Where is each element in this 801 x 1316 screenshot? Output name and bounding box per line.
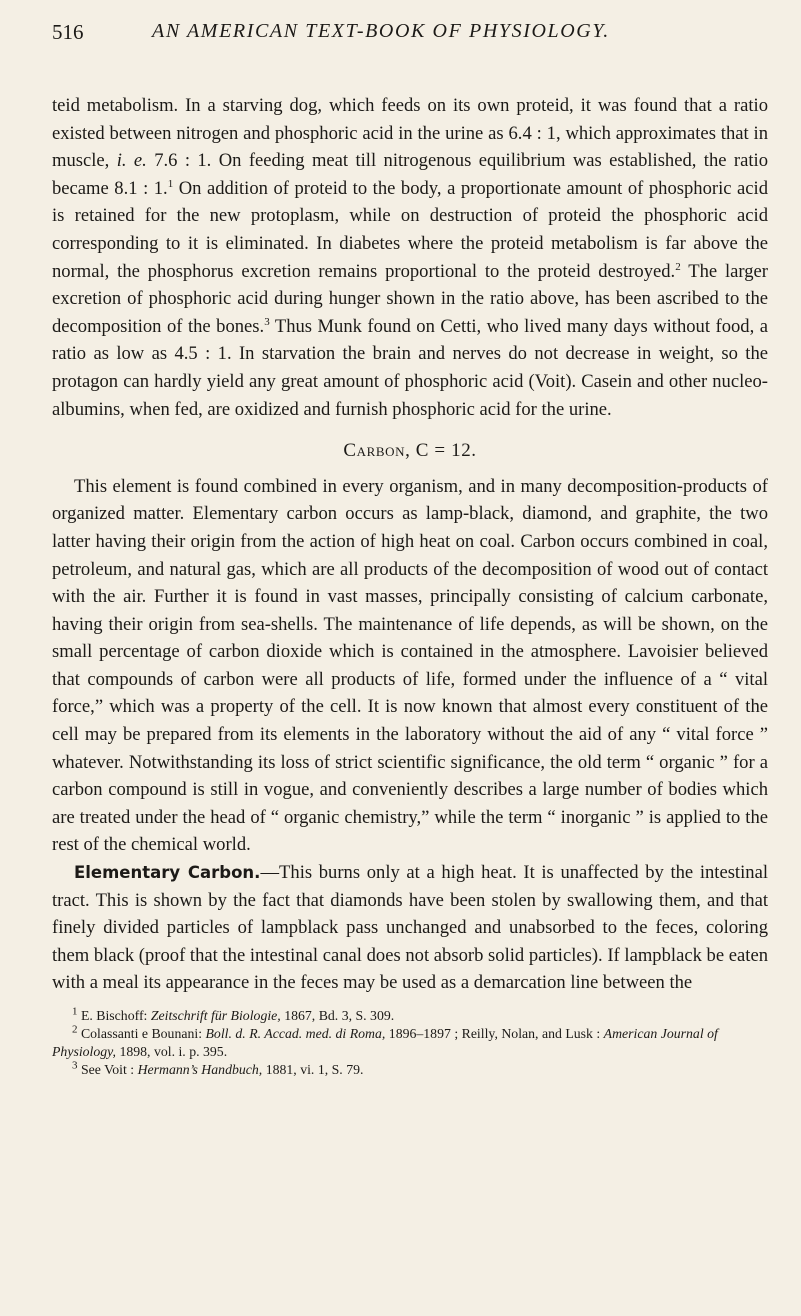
heading-word: Carbon [343,440,406,462]
text-span: On addition of proteid to the body, a proportionate amount of phosphoric acid is retained for the new protoplasm, while on destruction of proteid the phosphoric acid corresponding to it is eliminated. In diabetes where the proteid metabolism is far above the normal, the phosphorus excretion remains proportional to the proteid destroyed. [52,177,768,282]
subheading-elementary-carbon: Elementary Carbon. [74,863,261,883]
text-span: 7.6 : 1. On feeding meat till nitrogenous equilibrium was established, the ratio became 8.1 : 1. [52,150,768,199]
text-span: Thus Munk found on Cetti, who lived many days without food, a ratio as low as 4.5 : 1. In starvation the brain and nerves do not decrease in weight, so the protagon can hardly yield any great amount of phosphoric acid (Voit). Casein and other nucleo-albumins, when fed, are oxidized and furnish phosphoric acid for the urine. [52,315,768,420]
paragraph-proteid-metabolism [52,92,768,423]
section-heading-carbon [52,437,768,465]
footnote-text: See Voit : [77,1062,138,1077]
text-span: teid metabolism. In a starving dog, which feeds on its own proteid, it was found that a ratio existed between nitrogen and phosphoric acid in the urine as 6.4 : 1, which approximates that in muscle, [52,95,768,172]
text-span: The larger excretion of phosphoric acid during hunger shown in the ratio above, has been ascribed to the decomposition of the bones. [52,260,768,337]
paragraph-carbon: This element is found combined in every organism, and in many decomposition-products of organized matter. Elementary carbon occurs as lamp-black, diamond, and graphite, the two latter having their origin from the action of high heat on coal. Carbon occurs combined in coal, petroleum, and natural gas, which are all products of the decomposition of wood out of contact with the air. Further it is found in vast masses, principally consisting of calcium carbonate, having their origin from sea-shells. The maintenance of life depends, as will be shown, on the small percentage of carbon dioxide which is contained in the atmosphere. Lavoisier believed that compounds of carbon were all products of life, formed under the influence of a “ vital force,” which was a property of the cell. It is now known that almost every constituent of the cell may be prepared from its elements in the laboratory without the aid of any “ vital force ” whatever. Notwithstanding its loss of strict scientific significance, the old term “ organic ” for a carbon compound is still in vogue, and conveniently describes a large number of bodies which are treated under the head of “ organic chemistry,” while the term “ inorganic ” is applied to the rest of the chemical world. [52,475,768,856]
footnote-text: 1898, vol. i. p. 395. [116,1044,228,1059]
footnote-2 [52,1025,768,1061]
footnote-number: 1 [72,1005,78,1018]
footnote-ref-3: 3 [264,315,270,328]
footnote-title: Hermann’s Handbuch, [137,1062,263,1077]
footnote-text: E. Bischoff: [77,1008,151,1023]
paragraph-elementary-carbon [52,859,768,997]
footnote-1 [52,1007,768,1025]
page-number: 516 [52,20,84,44]
footnote-title: American Journal of Physiology, [52,1026,718,1059]
footnotes [52,1007,768,1079]
heading-rest: , C = 12. [405,440,477,462]
running-head [52,20,768,58]
footnote-ref-2: 2 [675,260,681,273]
page [52,20,768,1079]
footnote-text: 1896–1897 ; Reilly, Nolan, and Lusk : [385,1026,604,1041]
footnote-ref-1: 1 [167,177,174,190]
footnote-text: 1881, vi. 1, S. 79. [262,1062,364,1077]
body-text [52,92,768,997]
footnote-text: Colassanti e Bounani: [77,1026,206,1041]
footnote-number: 3 [72,1059,78,1072]
text-span: —This burns only at a high heat. It is unaffected by the intestinal tract. This is shown by the fact that diamonds have been stolen by swallowing them, and that finely divided particles of lampblack pass unchanged and unabsorbed to the feces, coloring them black (proof that the intestinal canal does not absorb solid particles). If lampblack be eaten with a meal its appearance in the feces may be used as a demarcation line between the [52,862,768,994]
footnote-title: Zeitschrift für Biologie, [150,1008,281,1023]
footnote-3 [52,1061,768,1079]
footnote-title: Boll. d. R. Accad. med. di Roma, [205,1026,386,1041]
italic-ie: i. e. [116,150,147,172]
running-title: AN AMERICAN TEXT-BOOK OF PHYSIOLOGY. [152,20,610,42]
footnote-text: 1867, Bd. 3, S. 309. [280,1008,395,1023]
footnote-number: 2 [72,1023,78,1036]
